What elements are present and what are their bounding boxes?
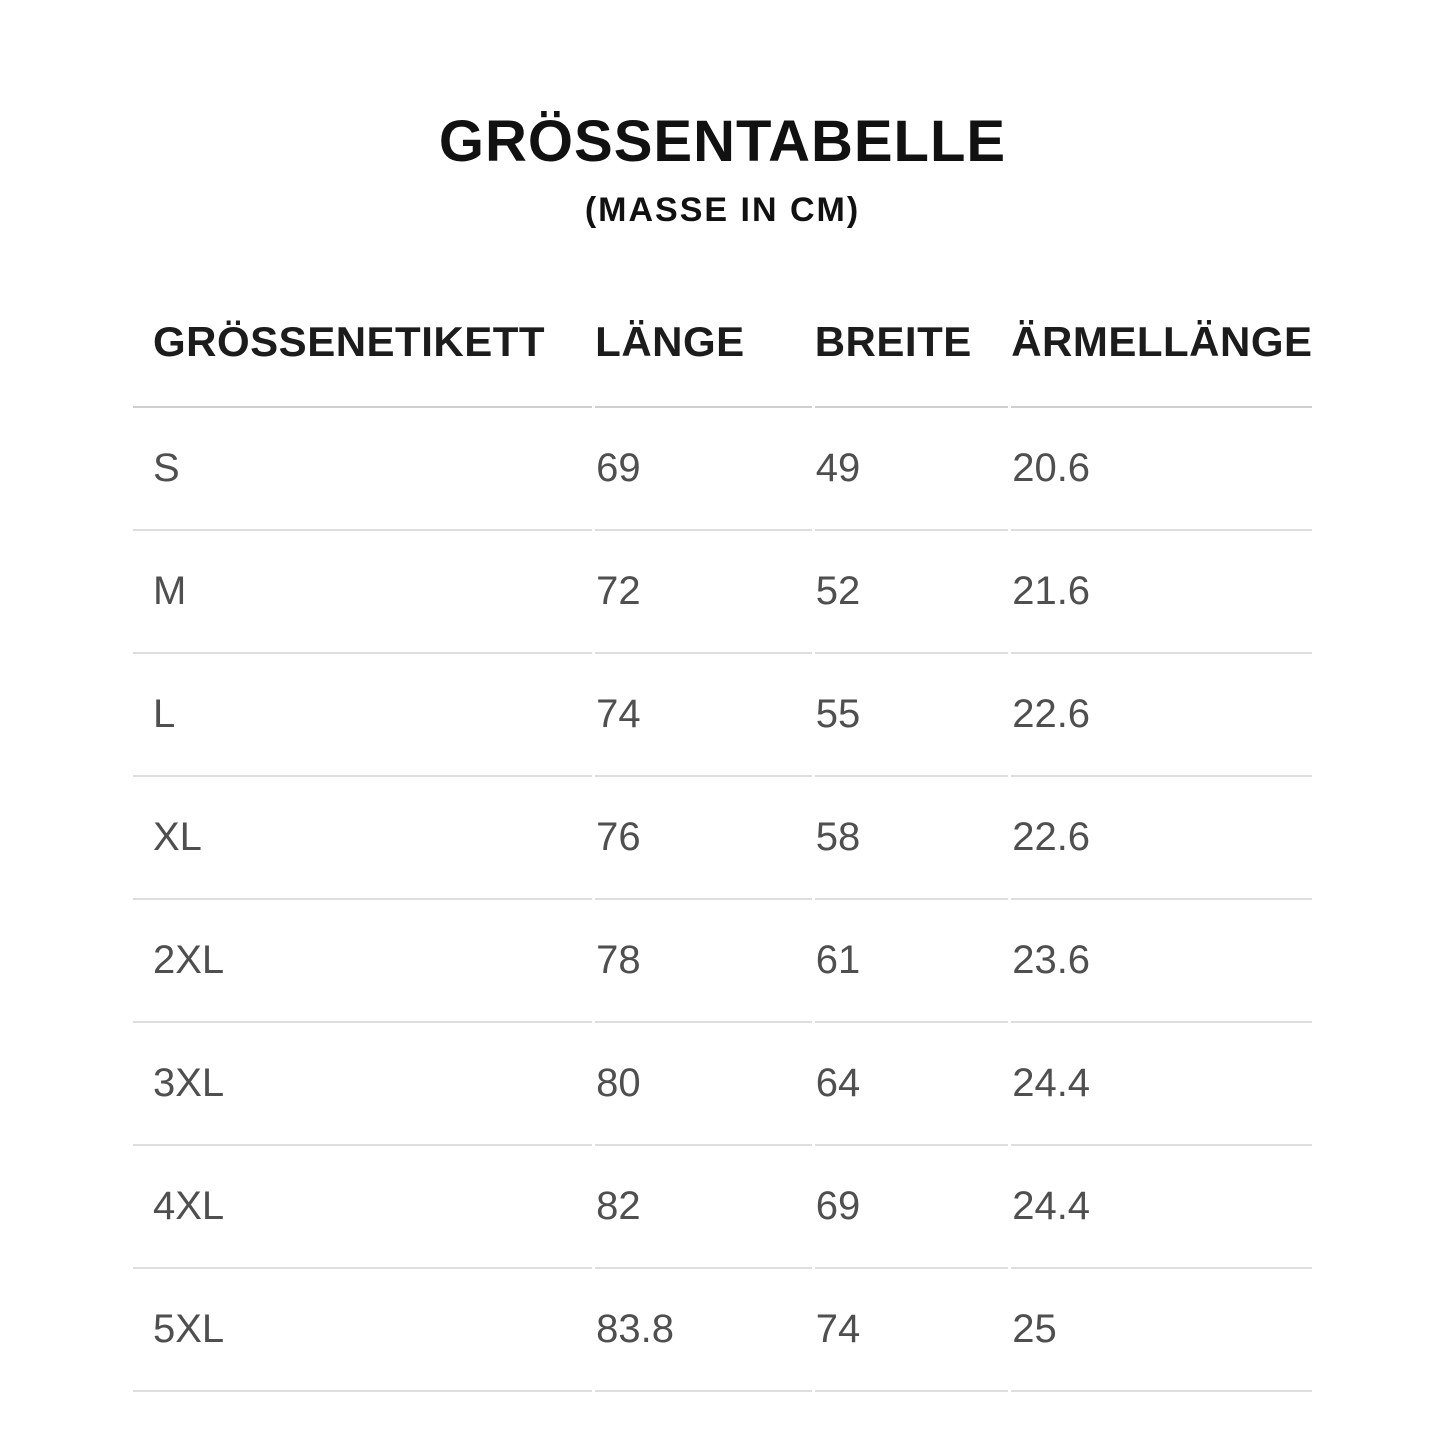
table-row [133, 1269, 1312, 1392]
page-subtitle: (MASSE IN CM) [584, 191, 861, 230]
laenge-cell: 72 [595, 531, 812, 654]
aermellaenge-cell: 24.4 [1011, 1023, 1312, 1146]
breite-cell: 49 [815, 408, 1008, 531]
size-label-cell: 3XL [133, 1023, 592, 1146]
table-row [133, 1146, 1312, 1269]
aermellaenge-cell: 23.6 [1011, 900, 1312, 1023]
breite-cell: 69 [815, 1146, 1008, 1269]
breite-cell: 52 [815, 531, 1008, 654]
aermellaenge-cell: 22.6 [1011, 777, 1312, 900]
table-row [133, 900, 1312, 1023]
laenge-cell: 80 [595, 1023, 812, 1146]
laenge-cell: 78 [595, 900, 812, 1023]
column-header-aermellaenge: ÄRMELLÄNGE [1011, 318, 1312, 408]
table-row [133, 777, 1312, 900]
laenge-cell: 83.8 [595, 1269, 812, 1392]
table-row [133, 408, 1312, 531]
column-header-groessenetikett: GRÖSSENETIKETT [133, 318, 592, 408]
breite-cell: 58 [815, 777, 1008, 900]
size-label-cell: M [133, 531, 592, 654]
page-title: GRÖSSENTABELLE [438, 109, 1007, 174]
aermellaenge-cell: 22.6 [1011, 654, 1312, 777]
table-row [133, 531, 1312, 654]
size-label-cell: S [133, 408, 592, 531]
size-label-cell: 5XL [133, 1269, 592, 1392]
breite-cell: 55 [815, 654, 1008, 777]
aermellaenge-cell: 20.6 [1011, 408, 1312, 531]
breite-cell: 64 [815, 1023, 1008, 1146]
size-table [130, 318, 1315, 1392]
size-label-cell: L [133, 654, 592, 777]
laenge-cell: 74 [595, 654, 812, 777]
size-label-cell: XL [133, 777, 592, 900]
aermellaenge-cell: 21.6 [1011, 531, 1312, 654]
table-row [133, 1023, 1312, 1146]
table-row [133, 654, 1312, 777]
aermellaenge-cell: 24.4 [1011, 1146, 1312, 1269]
size-label-cell: 4XL [133, 1146, 592, 1269]
laenge-cell: 82 [595, 1146, 812, 1269]
size-table-body [133, 408, 1312, 1392]
laenge-cell: 69 [595, 408, 812, 531]
column-header-breite: BREITE [815, 318, 1008, 408]
breite-cell: 74 [815, 1269, 1008, 1392]
laenge-cell: 76 [595, 777, 812, 900]
breite-cell: 61 [815, 900, 1008, 1023]
size-label-cell: 2XL [133, 900, 592, 1023]
table-header-row [133, 318, 1312, 408]
aermellaenge-cell: 25 [1011, 1269, 1312, 1392]
column-header-laenge: LÄNGE [595, 318, 812, 408]
